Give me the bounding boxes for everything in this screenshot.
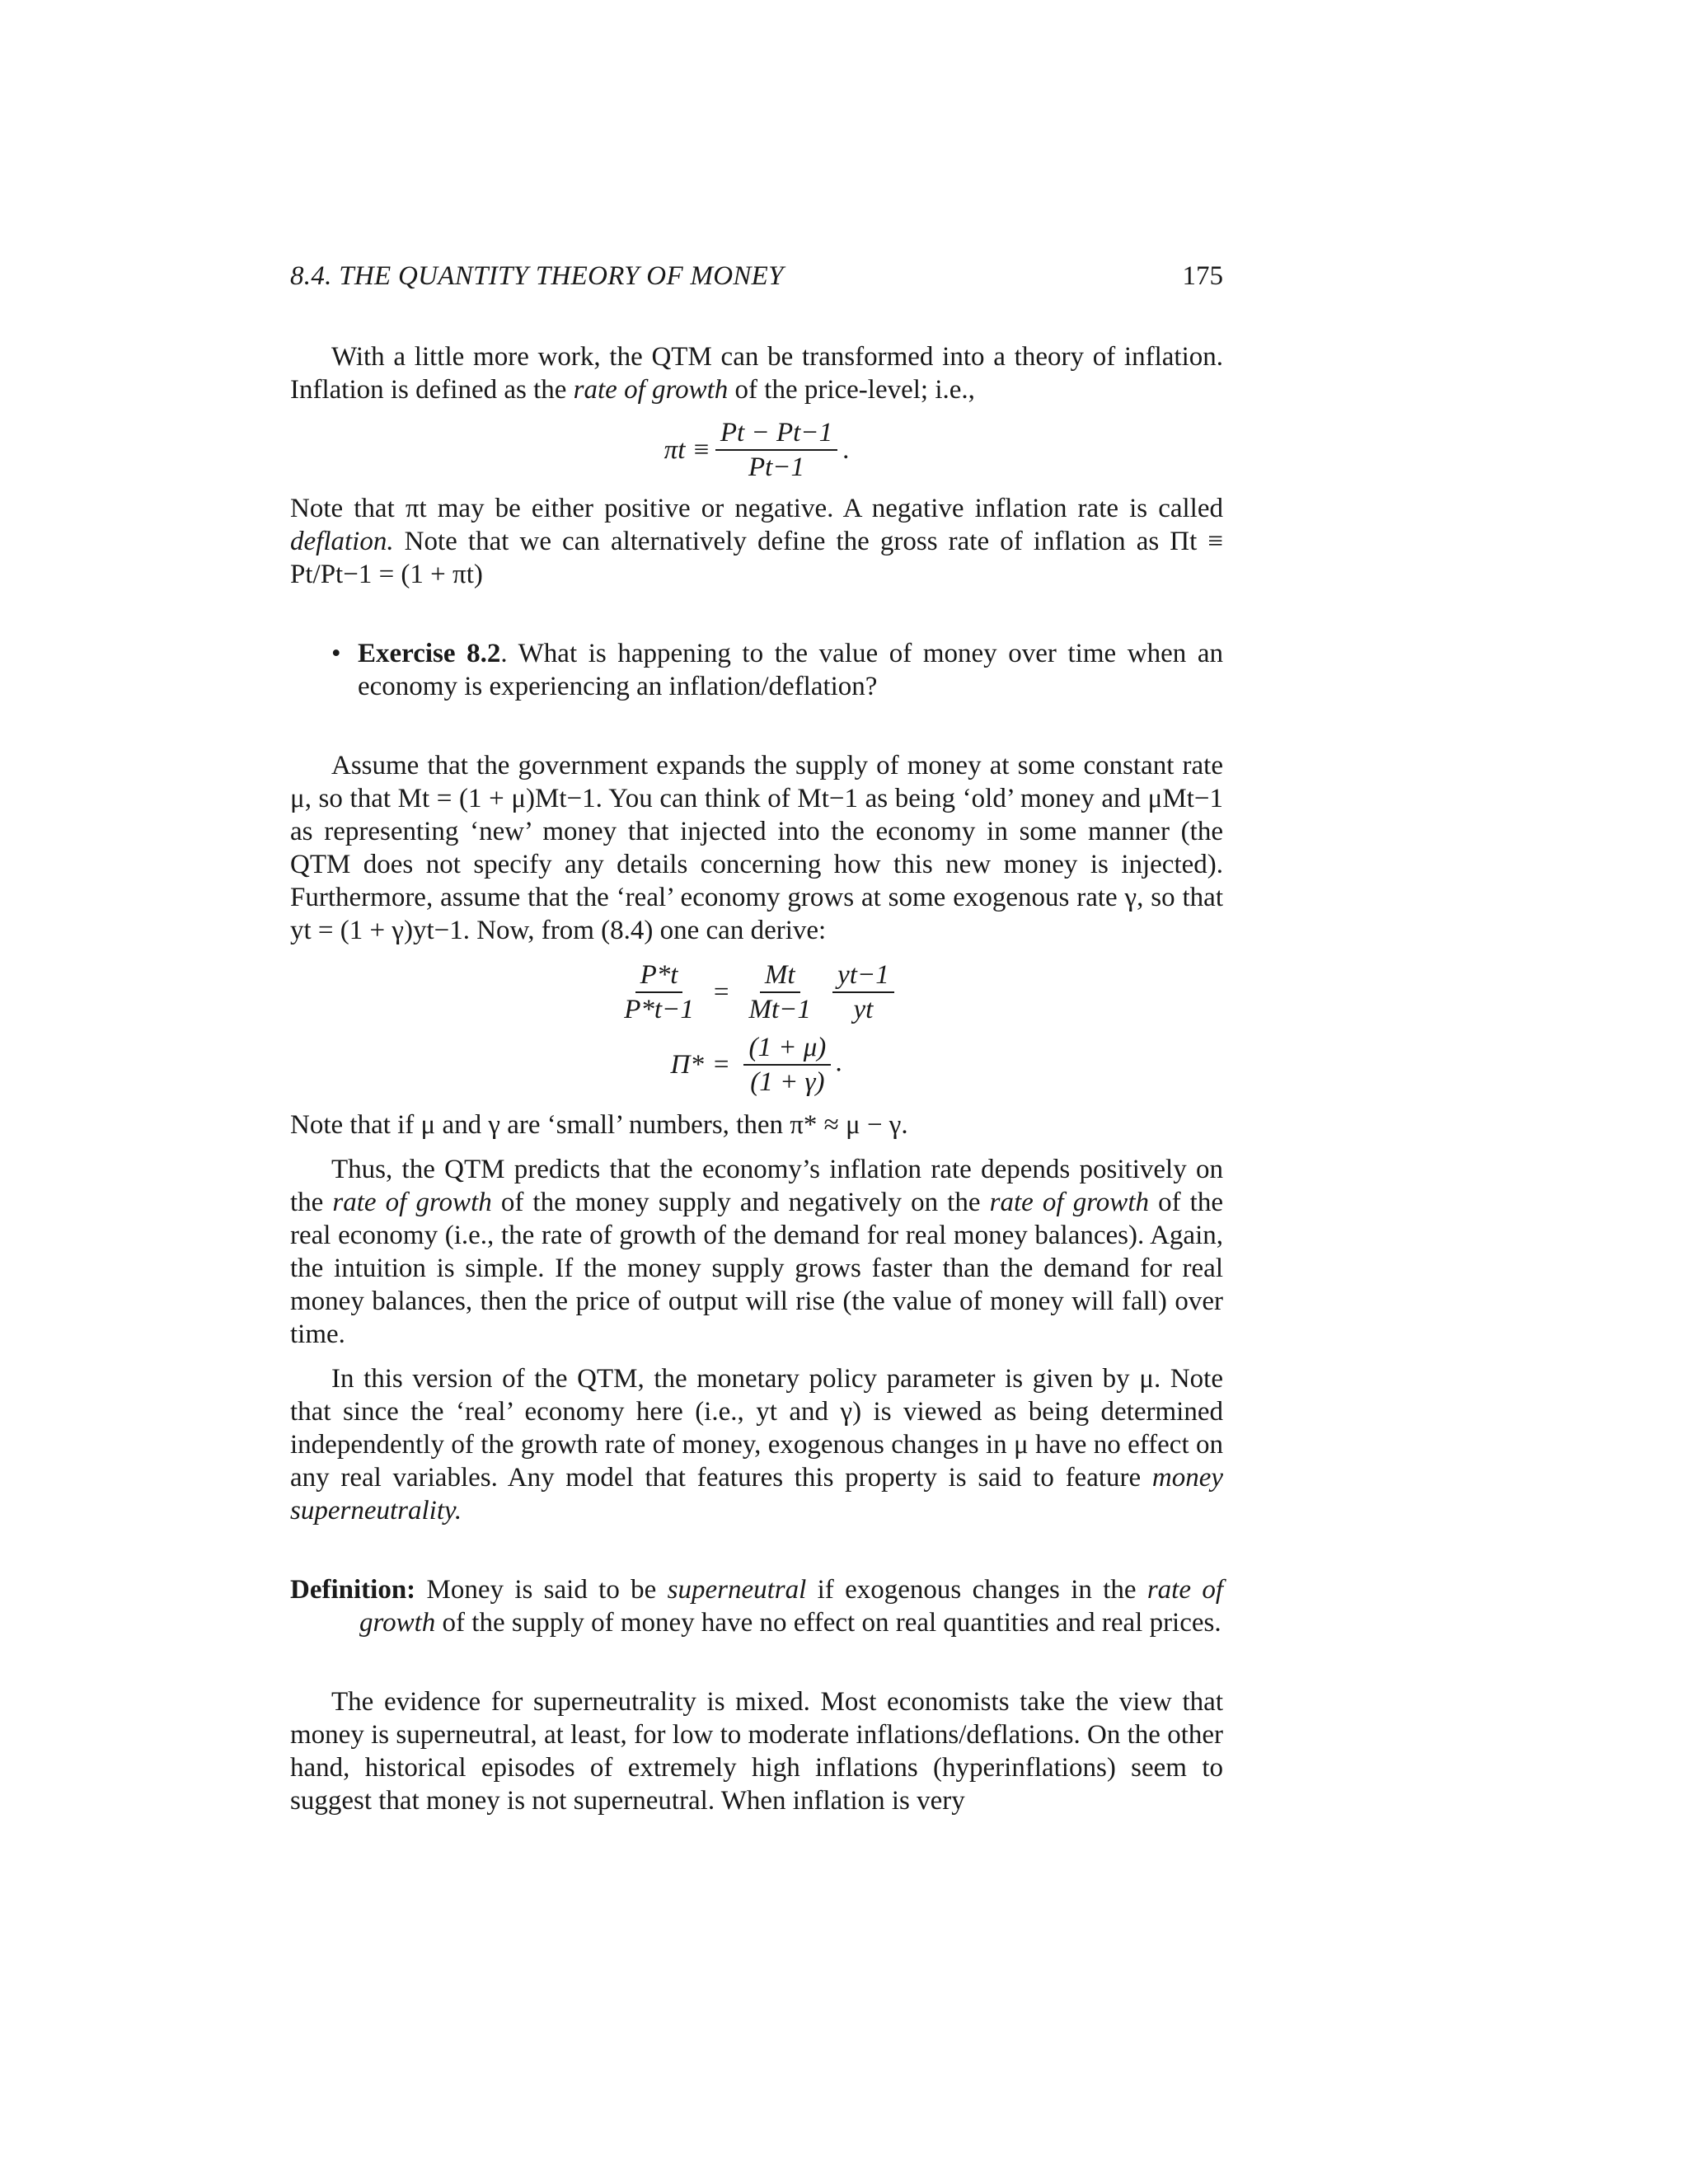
derivation-lhs-fraction: [619, 958, 699, 1026]
equation-fraction: [715, 416, 837, 484]
fraction-numerator: P*t: [635, 958, 683, 993]
paragraph-small-numbers: Note that if μ and γ are ‘small’ numbers, then π* ≈ μ − γ.: [290, 1110, 908, 1140]
text-span: of the supply of money have no effect on real quantities and real prices.: [435, 1608, 1221, 1638]
text-span: With a little more work, the QTM can be transformed into a theory of inflation. Inflation is defined as the: [290, 342, 1223, 405]
text-span: Thus, the QTM predicts that the economy’s inflation rate depends positively on the: [290, 1155, 1223, 1217]
paragraph-evidence: The evidence for superneutrality is mixed. Most economists take the view that money is superneutral, at least, for low to moderate inflations/deflations. On the other hand, historical episodes of extremely high inflations (hyperinflations) seem to suggest that money is not superneutral. When inflation is very: [290, 1687, 1223, 1816]
page-number: 175: [1182, 261, 1223, 291]
paragraph-inflation-intro: [290, 340, 1223, 406]
derivation-rhs-fraction-1: [743, 958, 815, 1026]
text-span: of the price-level; i.e.,: [728, 375, 975, 405]
exercise-text: [358, 637, 1223, 703]
running-header: [290, 260, 1223, 301]
paragraph-monetary-policy: [290, 1362, 1223, 1527]
derivation-lhs-pi-star: Π*: [670, 1050, 704, 1080]
text-span: In this version of the QTM, the monetary policy parameter is given by μ. Note that since the ‘real’ economy here (i.e., yt and γ) is viewed as being determined independently of the growth rate of money, exogenous changes in μ have no effect on any real variables. Any model that features this property is said to feature: [290, 1364, 1223, 1493]
document-page: [290, 260, 1223, 1817]
equation-lhs: πt ≡: [663, 435, 710, 465]
derivation-rhs-fraction-2: [832, 958, 894, 1026]
bullet-dot-icon: •: [331, 639, 341, 668]
emphasis-superneutral: superneutral: [667, 1575, 807, 1605]
paragraph-deflation: [290, 492, 1223, 591]
fraction-numerator: yt−1: [832, 958, 894, 993]
equals-sign: =: [713, 977, 729, 1007]
fraction-numerator: Pt − Pt−1: [715, 416, 837, 451]
text-span: Money is said to be: [415, 1575, 668, 1605]
fraction-denominator: yt: [853, 995, 874, 1024]
exercise-label: Exercise 8.2: [358, 639, 501, 668]
text-span: . What is happening to the value of money over time when an economy is experiencing an inflation/deflation?: [358, 639, 1224, 701]
equation-period: .: [836, 1047, 843, 1078]
fraction-denominator: Mt−1: [748, 995, 811, 1024]
fraction-numerator: Mt: [760, 958, 800, 993]
emphasis-rate-of-growth: rate of growth: [989, 1188, 1149, 1217]
fraction-denominator: (1 + γ): [750, 1067, 825, 1097]
definition-superneutral: [290, 1573, 1223, 1639]
text-span: of the money supply and negatively on the: [491, 1188, 990, 1217]
equation-inflation-definition: [290, 416, 1223, 484]
emphasis-rate-of-growth: rate of growth: [359, 1575, 1223, 1638]
emphasis-rate-of-growth: rate of growth: [332, 1188, 492, 1217]
exercise-bullet: [331, 637, 1223, 703]
equals-sign: =: [713, 1050, 729, 1080]
equation-period: .: [842, 435, 850, 465]
emphasis-superneutrality: money superneutrality.: [290, 1463, 1223, 1526]
derivation-rhs: [738, 958, 898, 1026]
derivation-rhs-2: [738, 1031, 842, 1099]
definition-label: Definition:: [290, 1575, 416, 1605]
section-title: 8.4. THE QUANTITY THEORY OF MONEY: [290, 261, 784, 291]
equation-derivation: [290, 958, 1223, 1099]
emphasis-rate-of-growth: rate of growth: [573, 375, 729, 405]
fraction-denominator: Pt−1: [748, 452, 805, 482]
paragraph-money-growth: Assume that the government expands the supply of money at some constant rate μ, so that Mt = (1 + μ)Mt−1. You can think of Mt−1 as being ‘old’ money and μMt−1 as representing ‘new’ money that injected into the economy in some manner (the QTM does not specify any details concerning how this new money is injected). Furthermore, assume that the ‘real’ economy grows at some exogenous rate γ, so that yt = (1 + γ)yt−1. Now, from (8.4) one can derive:: [290, 751, 1223, 945]
text-span: Note that we can alternatively define the gross rate of inflation as Πt ≡ Pt/Pt−1 = (1 + πt): [290, 527, 1223, 589]
text-span: Note that πt may be either positive or negative. A negative inflation rate is called: [290, 494, 1223, 523]
emphasis-deflation: deflation.: [290, 527, 394, 556]
fraction-numerator: (1 + μ): [743, 1031, 831, 1066]
fraction-denominator: P*t−1: [624, 995, 694, 1024]
derivation-rhs-fraction-3: [743, 1031, 831, 1099]
text-span: of the real economy (i.e., the rate of growth of the demand for real money balances). Again, the intuition is simple. If the money supply grows faster than the demand for real money balances, then the price of output will rise (the value of money will fall) over time.: [290, 1188, 1223, 1349]
paragraph-qtm-predicts: [290, 1153, 1223, 1351]
text-span: if exogenous changes in the: [806, 1575, 1147, 1605]
